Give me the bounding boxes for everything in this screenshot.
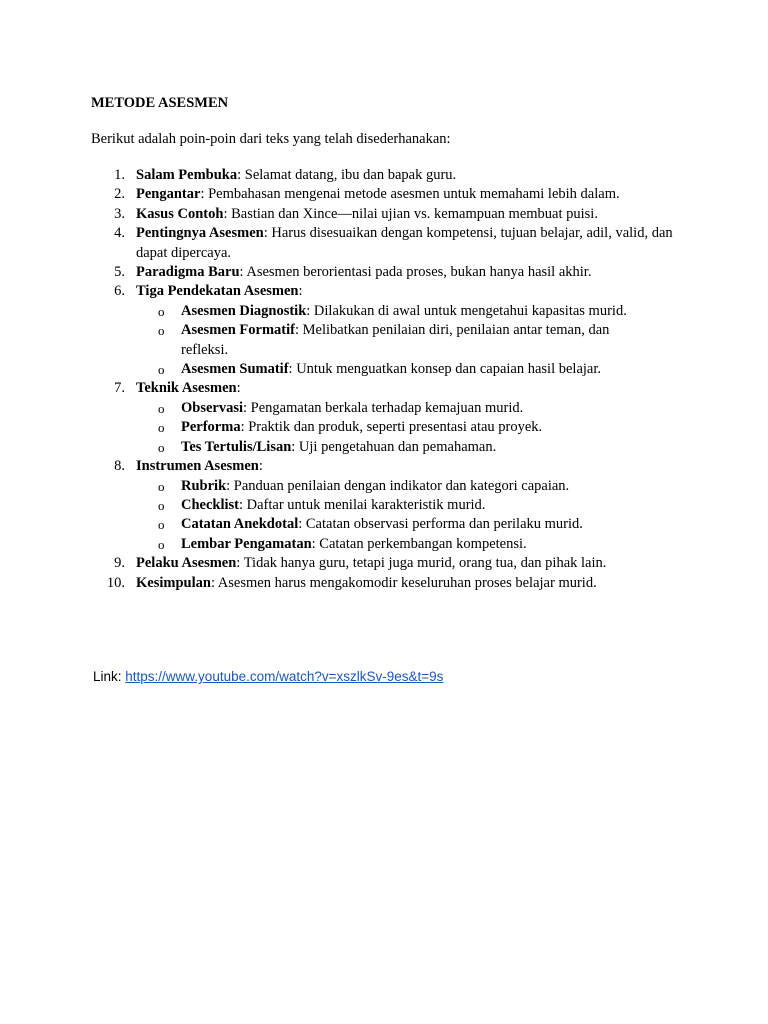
circle-bullet-icon: o — [158, 362, 165, 378]
list-number: 9. — [114, 555, 125, 572]
list-item — [0, 205, 768, 224]
intro-paragraph: Berikut adalah poin-poin dari teks yang telah disederhanakan: — [91, 131, 451, 147]
list-item-description: : — [298, 283, 303, 300]
list-item-term: Tiga Pendekatan Asesmen — [136, 283, 299, 300]
list-item-text — [136, 263, 676, 282]
list-item-term: Paradigma Baru — [136, 264, 240, 281]
sub-list-item — [0, 418, 768, 437]
sub-list-item-term: Rubrik — [181, 477, 227, 494]
circle-bullet-icon: o — [158, 420, 165, 436]
list-item-term: Teknik Asesmen — [136, 380, 237, 397]
list-item — [0, 185, 768, 204]
list-number: 5. — [114, 264, 125, 281]
sub-list-item — [0, 438, 768, 457]
sub-list — [0, 302, 768, 380]
sub-list-item-description: : Catatan observasi performa dan perilaku murid. — [298, 516, 583, 533]
sub-list-item-text — [181, 496, 651, 515]
circle-bullet-icon: o — [158, 303, 165, 319]
link-row — [93, 668, 443, 686]
sub-list-item — [0, 321, 768, 360]
list-item — [0, 574, 768, 593]
document-title: METODE ASESMEN — [91, 95, 229, 111]
list-item-description: : Selamat datang, ibu dan bapak guru. — [237, 167, 457, 183]
sub-list-item-text — [181, 438, 651, 457]
list-item-text — [136, 185, 676, 204]
sub-list-item-term: Tes Tertulis/Lisan — [181, 438, 292, 455]
sub-list-item — [0, 399, 768, 418]
circle-bullet-icon: o — [158, 478, 165, 494]
list-number: 6. — [114, 283, 125, 300]
list-item-term: Kasus Contoh — [136, 205, 224, 222]
list-number: 4. — [114, 225, 125, 242]
sub-list-item-description: : Melibatkan penilaian diri, penilaian antar teman, dan refleksi. — [181, 322, 610, 358]
sub-list-item-term: Performa — [181, 419, 241, 436]
circle-bullet-icon: o — [158, 497, 165, 513]
sub-list-item-term: Checklist — [181, 496, 239, 513]
list-item — [0, 166, 768, 185]
list-item-description: : Harus disesuaikan dengan kompetensi, tujuan belajar, adil, valid, dan dapat dipercaya. — [136, 225, 673, 261]
circle-bullet-icon: o — [158, 400, 165, 416]
sub-list-item-description: : Daftar untuk menilai karakteristik murid. — [239, 496, 486, 513]
list-item-text — [136, 457, 676, 476]
list-item-term: Pengantar — [136, 186, 201, 203]
sub-list-item-description: : Untuk menguatkan konsep dan capaian hasil belajar. — [288, 361, 602, 378]
circle-bullet-icon: o — [158, 536, 165, 552]
sub-list-item-description: : Uji pengetahuan dan pemahaman. — [291, 438, 497, 455]
list-item-text — [136, 574, 676, 593]
sub-list-item-term: Catatan Anekdotal — [181, 516, 299, 533]
list-item-term: Salam Pembuka — [136, 167, 238, 183]
list-number: 3. — [114, 205, 125, 222]
sub-list-item-text — [181, 302, 651, 321]
sub-list-item-term: Observasi — [181, 399, 244, 416]
sub-list-item-description: : Dilakukan di awal untuk mengetahui kapasitas murid. — [306, 302, 627, 319]
sub-list-item-term: Asesmen Sumatif — [181, 361, 289, 378]
sub-list-item-description: : Praktik dan produk, seperti presentasi atau proyek. — [240, 419, 543, 436]
sub-list-item — [0, 360, 768, 379]
sub-list-item-description: : Catatan perkembangan kompetensi. — [311, 535, 527, 552]
circle-bullet-icon: o — [158, 517, 165, 533]
list-item-text — [136, 282, 676, 301]
list-item-term: Kesimpulan — [136, 574, 211, 591]
sub-list-item-text — [181, 535, 651, 554]
list-item — [0, 554, 768, 573]
sub-list-item-text — [181, 321, 651, 360]
sub-list-item-term: Asesmen Formatif — [181, 322, 295, 339]
sub-list-item-text — [181, 477, 651, 496]
sub-list-item-text — [181, 515, 651, 534]
list-item-text — [136, 554, 676, 573]
list-item-description: : Bastian dan Xince—nilai ujian vs. kemampuan membuat puisi. — [223, 205, 598, 222]
list-item — [0, 224, 768, 263]
list-item-text — [136, 205, 676, 224]
list-item-text — [136, 166, 676, 185]
list-item — [0, 379, 768, 457]
sub-list-item-text — [181, 418, 651, 437]
list-number: 2. — [114, 186, 125, 203]
list-item-text — [136, 379, 676, 398]
sub-list-item — [0, 535, 768, 554]
sub-list — [0, 399, 768, 457]
list-item-description: : Asesmen harus mengakomodir keseluruhan proses belajar murid. — [210, 574, 597, 591]
list-item-description: : — [258, 458, 263, 475]
sub-list-item-text — [181, 360, 651, 379]
sub-list-item-description: : Panduan penilaian dengan indikator dan kategori capaian. — [226, 477, 570, 494]
list-number: 1. — [114, 167, 125, 183]
circle-bullet-icon: o — [158, 323, 165, 339]
sub-list-item-text — [181, 399, 651, 418]
list-item-description: : Pembahasan mengenai metode asesmen untuk memahami lebih dalam. — [200, 186, 620, 203]
sub-list-item-term: Lembar Pengamatan — [181, 535, 312, 552]
list-number: 8. — [114, 458, 125, 475]
sub-list-item — [0, 496, 768, 515]
youtube-link[interactable]: https://www.youtube.com/watch?v=xszlkSv-9es&t=9s — [125, 669, 444, 684]
sub-list-item — [0, 477, 768, 496]
list-number: 7. — [114, 380, 125, 397]
list-item-description: : Tidak hanya guru, tetapi juga murid, orang tua, dan pihak lain. — [236, 555, 607, 572]
list-number: 10. — [106, 574, 125, 591]
list-item-description: : — [236, 380, 241, 397]
list-item-term: Pentingnya Asesmen — [136, 225, 264, 242]
list-item-term: Pelaku Asesmen — [136, 555, 237, 572]
sub-list-item-description: : Pengamatan berkala terhadap kemajuan murid. — [243, 399, 524, 416]
link-label: Link: — [93, 669, 126, 684]
list-item — [0, 282, 768, 379]
numbered-list — [0, 166, 768, 593]
sub-list-item — [0, 515, 768, 534]
sub-list-item-term: Asesmen Diagnostik — [181, 302, 307, 319]
list-item — [0, 457, 768, 554]
list-item-text — [136, 224, 676, 263]
list-item-term: Instrumen Asesmen — [136, 458, 259, 475]
list-item — [0, 263, 768, 282]
list-item-description: : Asesmen berorientasi pada proses, bukan hanya hasil akhir. — [239, 264, 592, 281]
circle-bullet-icon: o — [158, 439, 165, 455]
sub-list-item — [0, 302, 768, 321]
sub-list — [0, 477, 768, 555]
